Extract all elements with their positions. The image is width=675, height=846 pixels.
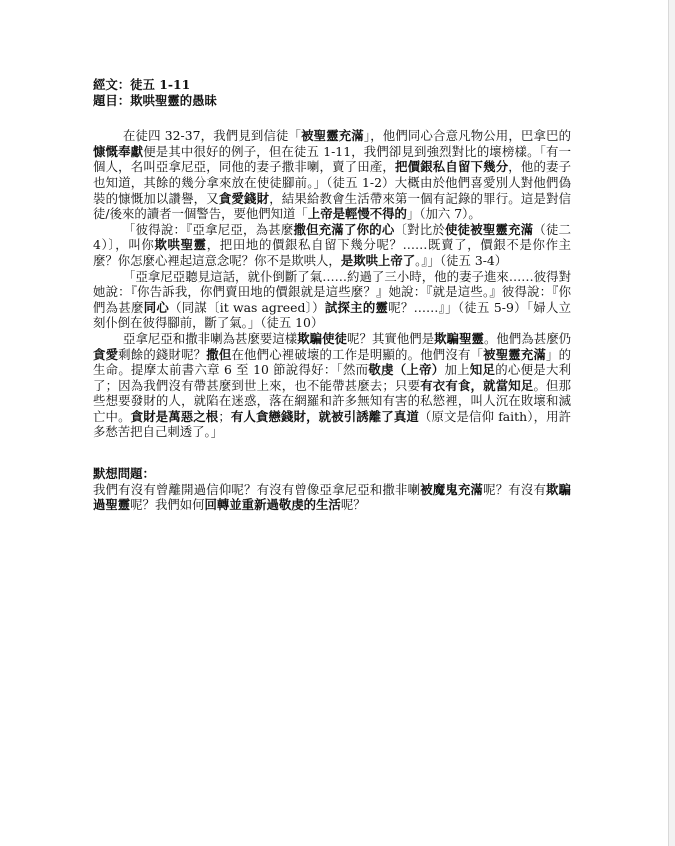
emphasized-text: 把價銀私自留下幾分 [395,159,509,175]
text-run: （徒二 4）〕，叫你 [93,221,572,253]
emphasized-text: 欺騙使徒 [297,330,348,346]
emphasized-text: 撒但充滿了你的心 [293,221,395,237]
text-run: （原文是信仰 faith），用許多愁苦把自己刺透了。」 [93,408,572,440]
emphasized-text: 知足 [469,362,496,378]
emphasized-text: 貪愛 [93,346,119,362]
emphasized-text: 同心 [143,299,170,315]
emphasized-text: 使徒被聖靈充滿 [445,221,534,237]
paragraph-intro [93,128,571,222]
emphasized-text: 慷慨奉獻 [93,143,144,159]
text-run: 剩餘的錢財呢？ [118,346,207,362]
emphasized-text: 欺騙聖靈 [434,330,484,346]
emphasized-text: 貪愛錢財 [218,190,270,206]
text-run: 便是其中很好的例子，但在徒五 1-11，我們卻見到強烈對比的壞榜樣。「有一個人，名叫亞拿尼亞，同他的妻子撒非喇，賣了田產， [93,143,571,175]
emphasized-text: 有人貪戀錢財，就被引誘離了真道 [230,408,419,424]
emphasized-text: 撒但 [206,346,232,362]
text-run: 呢？有沒有 [483,481,547,497]
paragraph-reflection [93,331,571,440]
text-run: ； [218,408,231,424]
emphasized-text: 是欺哄上帝了 [340,252,416,268]
text-run: ，結果給教會生活帶來第一個有記錄的罪行。這是對信徒/後來的讀者一個警告，要他們知道「 [93,190,572,222]
emphasized-text: 回轉並重新過敬虔的生活 [204,497,341,513]
text-run: 呢？……』」（徒五 5-9）「婦人立刻仆倒在彼得腳前，斷了氣。」（徒五 10） [93,299,572,331]
paragraph-peter-to-ananias [93,222,571,269]
text-run: 。但那些想要發財的人，就陷在迷惑，落在網羅和許多無知有害的私慾裡，叫人沉在敗壞和滅亡中。 [93,377,572,424]
text-run: 」（加六 7）。 [406,206,481,222]
text-run: 我們有沒有曾離開過信仰呢？有沒有曾像亞拿尼亞和撒非喇 [93,481,421,497]
text-run: 」的生命。提摩太前書六章 6 至 10 節說得好：「然而 [93,346,572,378]
paragraph-sapphira [93,269,571,331]
emphasized-text: 貪財是萬惡之根 [130,408,219,424]
text-run: 在徒四 32-37，我們見到信徒「 [123,128,302,144]
document-body [93,77,571,513]
emphasized-text: 上帝是輕慢不得的 [307,206,407,222]
meditation-heading: 默想問題： [93,466,155,482]
scripture-reference: 經文：徒五 1-11 [93,77,191,92]
text-run: 呢？我們如何 [130,497,205,513]
meditation-questions [93,482,571,513]
text-run: 亞拿尼亞和撒非喇為甚麼要這樣 [123,330,298,346]
text-run: 。』」（徒五 3-4） [415,252,508,268]
emphasized-text: 被魔鬼充滿 [420,481,484,497]
text-run: 「彼得說：『亞拿尼亞，為甚麼 [123,221,294,237]
sermon-title: 題目：欺哄聖靈的愚昧 [93,92,217,108]
window-scrollbar[interactable] [668,0,675,846]
text-run: （同謀〔it was agreed〕） [169,299,325,315]
text-run: 〔對比於 [394,221,446,237]
emphasized-text: 欺哄聖靈 [154,237,207,253]
emphasized-text: 欺騙過聖靈 [93,481,572,513]
text-run: 。他們為甚麼仍 [483,330,572,346]
text-run: 呢？其實他們是 [347,330,435,346]
text-run: 」，他們同心合意凡物公用，巴拿巴的 [363,128,571,144]
text-run: 「亞拿尼亞聽見這話，就仆倒斷了氣……約過了三小時，他的妻子進來……彼得對她說：『你告訴我，你們賣田地的價銀就是這些麼？』她說：『就是這些。』彼得說：『你們為甚麼 [93,268,571,315]
emphasized-text: 試探主的靈 [324,299,389,315]
text-run: 在他們心裡破壞的工作是明顯的。他們沒有「 [231,346,484,362]
emphasized-text: 被聖靈充滿 [483,346,547,362]
text-run: 的心便是大利了；因為我們沒有帶甚麼到世上來，也不能帶甚麼去；只要 [93,362,572,393]
emphasized-text: 敬虔（上帝） [368,362,445,378]
text-run: 加上 [444,362,470,378]
text-run: 呢？ [340,497,366,513]
emphasized-text: 有衣有食，就當知足 [420,377,534,393]
emphasized-text: 被聖靈充滿 [301,128,364,144]
text-run: ，把田地的價銀私自留下幾分呢？……既賣了，價銀不是你作主麼？你怎麼心裡起這意念呢？你不是欺哄人， [93,237,572,268]
text-run: ，他的妻子也知道，其餘的幾分拿來放在使徒腳前。」（徒五 1-2）大概由於他們喜愛別人對他們偽裝的慷慨加以讚譽，又 [93,159,572,206]
